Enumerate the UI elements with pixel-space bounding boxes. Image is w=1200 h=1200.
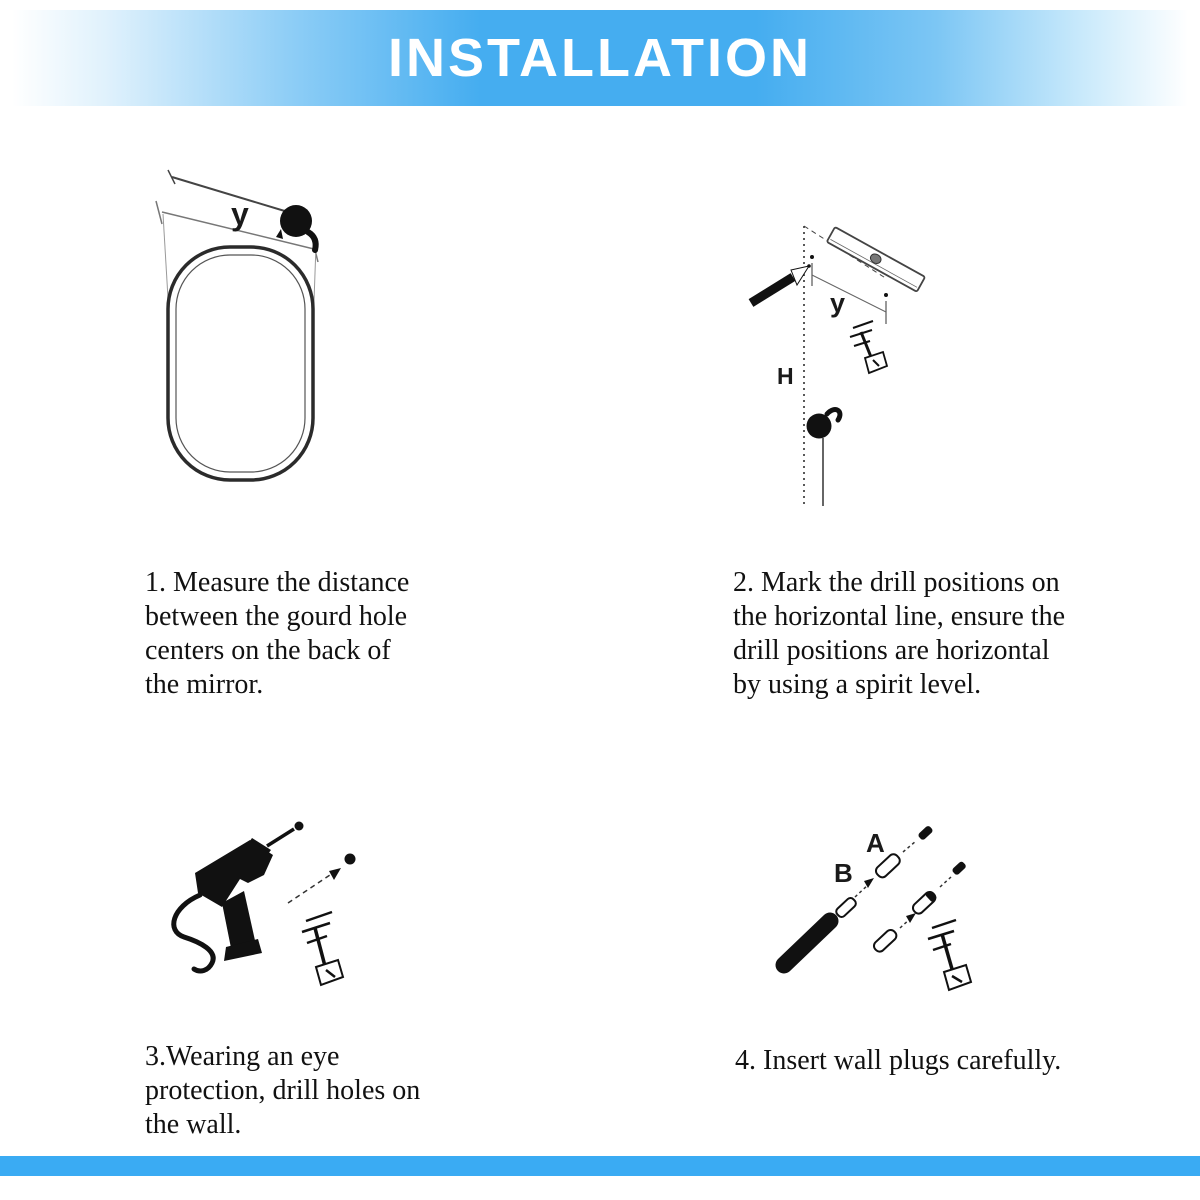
y-dimension-line bbox=[812, 275, 886, 312]
step-3-text bbox=[145, 1040, 420, 1142]
page-title: INSTALLATION bbox=[388, 28, 812, 88]
step-text-line: the wall. bbox=[145, 1109, 242, 1140]
drilling-direction-dashed-arrow bbox=[288, 873, 333, 903]
wall-marking-illustration bbox=[735, 200, 955, 520]
drilling-illustration bbox=[160, 795, 390, 1010]
step-text-line: between the gourd hole bbox=[145, 601, 408, 632]
drilled-hole-dot bbox=[345, 854, 356, 865]
screw-icon bbox=[928, 920, 971, 990]
plug-a-label: A bbox=[866, 828, 885, 858]
step-1-text bbox=[145, 566, 409, 702]
step-text-line: centers on the back of bbox=[145, 635, 391, 666]
height-h-label: H bbox=[777, 363, 794, 389]
spirit-level-icon bbox=[827, 227, 925, 292]
oval-mirror-outline bbox=[168, 247, 313, 480]
figure-step-1 bbox=[95, 165, 375, 550]
arrowhead bbox=[906, 913, 916, 923]
figure-step-2 bbox=[735, 200, 955, 525]
arrowhead bbox=[329, 868, 341, 880]
step-2-text bbox=[733, 566, 1065, 702]
insert-dashed-line bbox=[940, 877, 951, 887]
step-text-line: 3.Wearing an eye bbox=[145, 1041, 340, 1072]
wall-plug-outline bbox=[872, 928, 899, 954]
screw-icon bbox=[302, 912, 343, 985]
dimension-tick-left bbox=[156, 201, 162, 224]
insert-dashed-line bbox=[903, 841, 916, 852]
drill-mark-left bbox=[810, 255, 814, 259]
step-text-line: by using a spirit level. bbox=[733, 669, 982, 700]
mirror-measure-illustration bbox=[95, 165, 375, 545]
step-text-line: the horizontal line, ensure the bbox=[733, 601, 1065, 632]
step-text-line: drill positions are horizontal bbox=[733, 635, 1050, 666]
step-4-text bbox=[735, 1044, 1061, 1078]
step-text-line: 4. Insert wall plugs carefully. bbox=[735, 1045, 1062, 1076]
figure-step-3 bbox=[160, 795, 390, 1015]
step-text-line: 2. Mark the drill positions on bbox=[733, 567, 1060, 598]
plug-b-label: B bbox=[834, 858, 853, 888]
tape-measure-icon bbox=[807, 410, 840, 506]
drill-bit bbox=[267, 829, 294, 846]
tape-ruler-line bbox=[172, 177, 288, 212]
wall-plug-illustration bbox=[760, 800, 990, 1015]
tool-handle-icon bbox=[784, 921, 830, 965]
wall-plug-outline-b bbox=[835, 896, 858, 918]
drill-cord bbox=[174, 895, 213, 971]
wall-hole-peg bbox=[951, 861, 967, 876]
step-text-line: 1. Measure the distance bbox=[145, 567, 410, 598]
step-text-line: protection, drill holes on bbox=[145, 1075, 421, 1106]
header-banner bbox=[0, 10, 1200, 106]
distance-y-label: y bbox=[231, 196, 249, 232]
wall-hole-peg bbox=[917, 825, 933, 841]
screw-icon bbox=[850, 321, 887, 373]
tape-measure-icon bbox=[276, 205, 316, 250]
pencil-icon bbox=[751, 264, 811, 303]
footer-accent-bar bbox=[0, 1156, 1200, 1176]
drill-mark-right bbox=[884, 293, 888, 297]
wall-plug-outline-tipped bbox=[911, 890, 938, 916]
distance-y-label: y bbox=[830, 288, 846, 318]
figure-step-4 bbox=[760, 800, 990, 1020]
power-drill-icon bbox=[174, 822, 304, 972]
step-text-line: the mirror. bbox=[145, 669, 264, 700]
